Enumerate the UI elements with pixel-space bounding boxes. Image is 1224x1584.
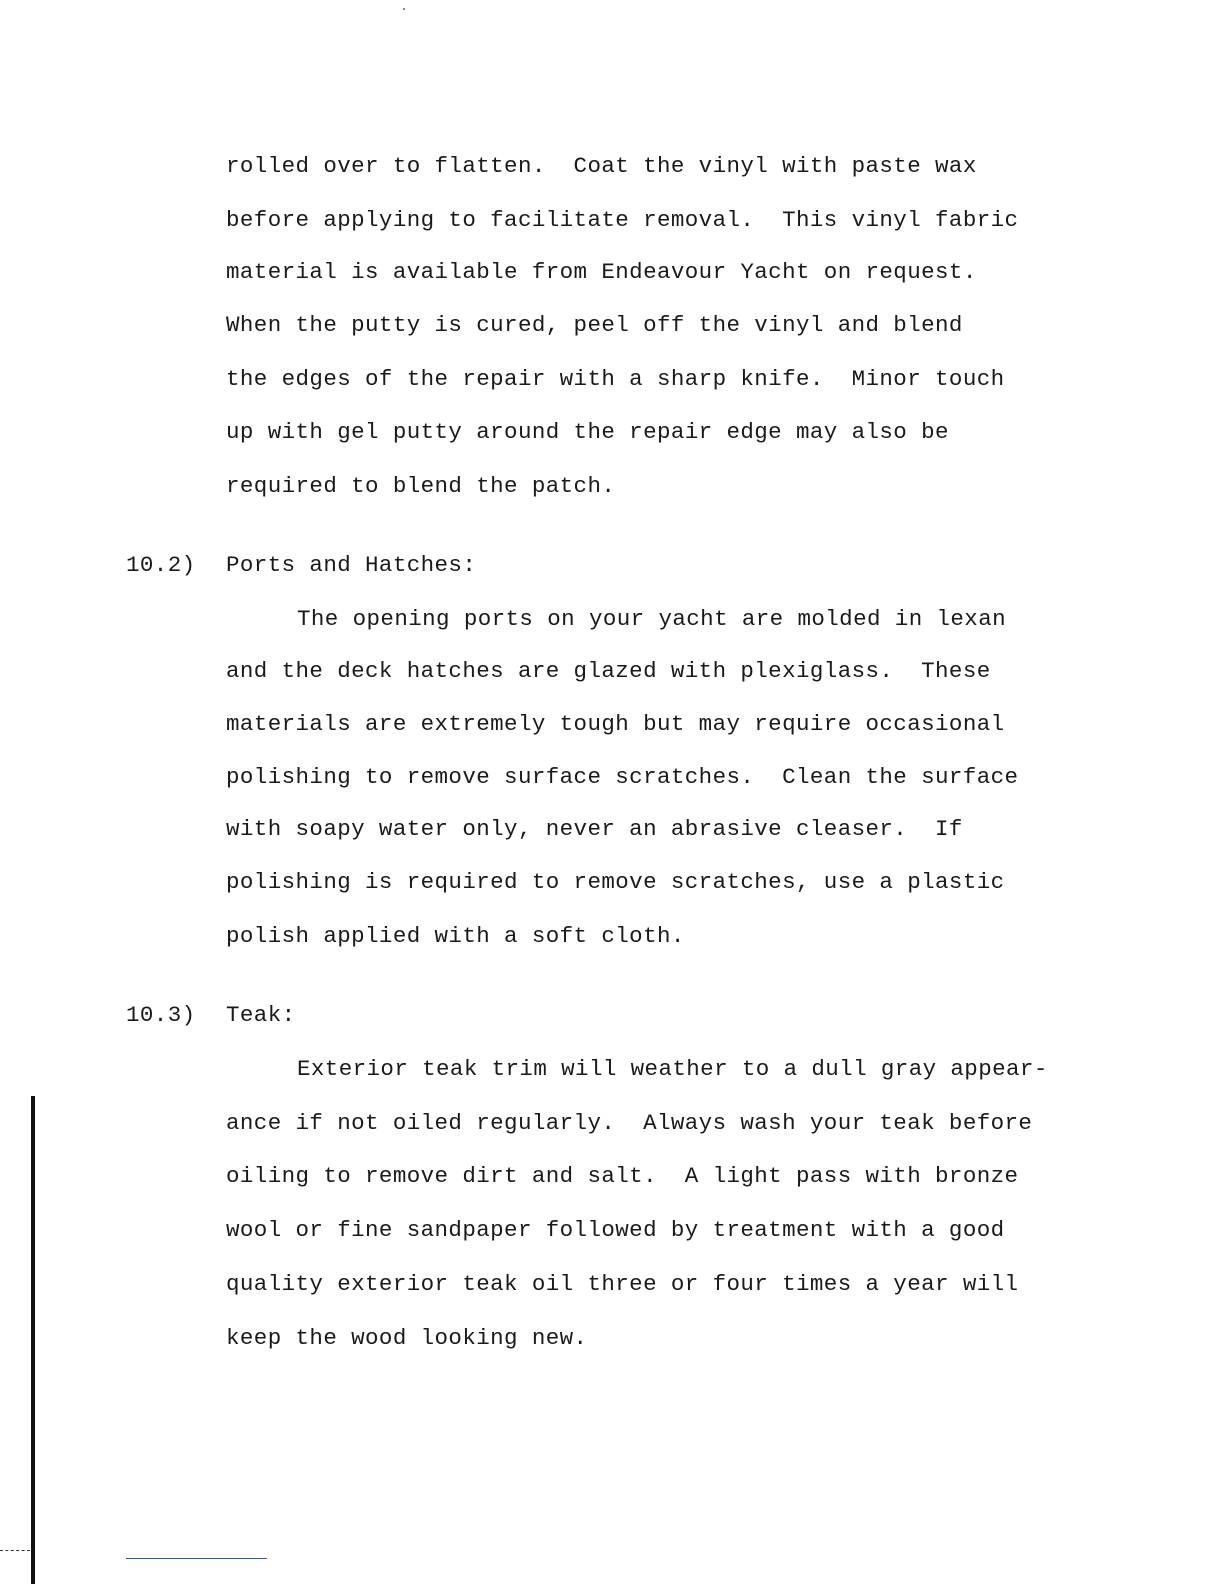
section-line: Exterior teak trim will weather to a dull gray appear- xyxy=(297,1056,1048,1082)
section-heading: Teak: xyxy=(226,1002,296,1028)
section-number: 10.2) xyxy=(126,552,196,578)
section-line: quality exterior teak oil three or four times a year will xyxy=(226,1271,1019,1297)
section-heading: Ports and Hatches: xyxy=(226,552,477,578)
section-number: 10.3) xyxy=(126,1002,196,1028)
section-line: The opening ports on your yacht are molded in lexan xyxy=(297,606,1007,632)
section-line: polishing to remove surface scratches. Clean the surface xyxy=(226,764,1019,790)
intro-line-5: the edges of the repair with a sharp knife. Minor touch xyxy=(226,366,1005,392)
intro-line-2: before applying to facilitate removal. This vinyl fabric xyxy=(226,207,1019,233)
section-line: and the deck hatches are glazed with plexiglass. These xyxy=(226,658,991,684)
scan-speck xyxy=(403,8,405,10)
margin-tick-mark xyxy=(0,1550,30,1551)
intro-line-3: material is available from Endeavour Yacht on request. xyxy=(226,259,977,285)
section-line: polish applied with a soft cloth. xyxy=(226,923,685,949)
intro-line-6: up with gel putty around the repair edge may also be xyxy=(226,419,949,445)
intro-line-7: required to blend the patch. xyxy=(226,473,616,499)
section-line: polishing is required to remove scratches, use a plastic xyxy=(226,869,1005,895)
section-line: oiling to remove dirt and salt. A light pass with bronze xyxy=(226,1163,1019,1189)
footnote-rule xyxy=(126,1558,267,1559)
section-line: wool or fine sandpaper followed by treatment with a good xyxy=(226,1217,1005,1243)
section-line: materials are extremely tough but may require occasional xyxy=(226,711,1005,737)
intro-line-4: When the putty is cured, peel off the vinyl and blend xyxy=(226,312,963,338)
revision-margin-bar xyxy=(31,1096,35,1584)
section-line: keep the wood looking new. xyxy=(226,1325,588,1351)
section-line: ance if not oiled regularly. Always wash your teak before xyxy=(226,1110,1033,1136)
intro-line-1: rolled over to flatten. Coat the vinyl with paste wax xyxy=(226,153,977,179)
section-line: with soapy water only, never an abrasive cleaser. If xyxy=(226,816,963,842)
